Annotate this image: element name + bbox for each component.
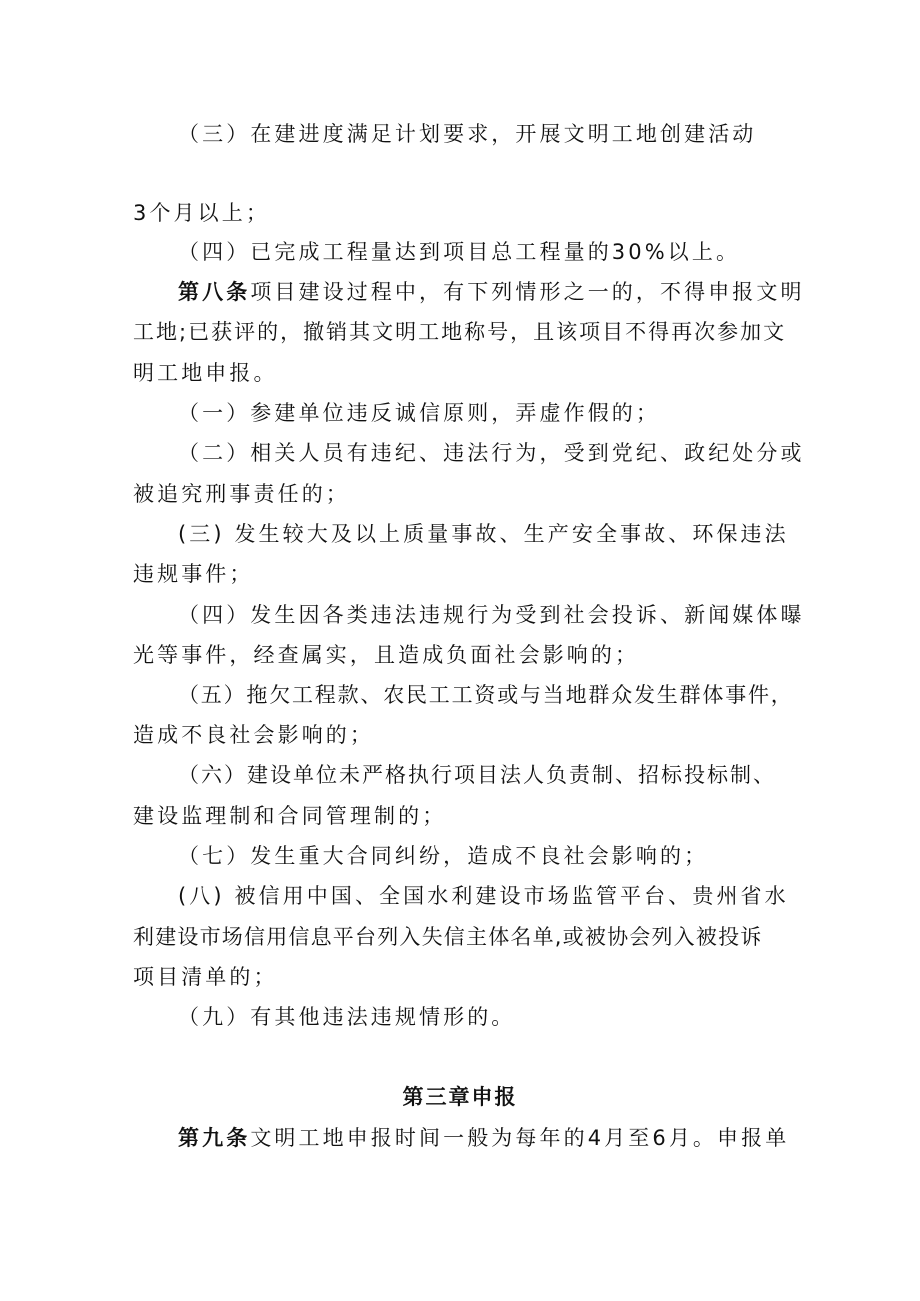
article-9-label: 第九条 (178, 1126, 251, 1150)
paragraph-line: (八) 被信用中国、全国水利建设市场监管平台、贵州省水 (178, 884, 789, 908)
paragraph-text: 文明工地申报时间一般为每年的4月至6月。申报单 (250, 1126, 790, 1150)
paragraph-line: （五）拖欠工程款、农民工工资或与当地群众发生群体事件， (178, 683, 794, 707)
paragraph-line: 造成不良社会影响的； (133, 723, 374, 747)
paragraph-line: 3个月以上； (133, 201, 270, 225)
article-9-first-line (178, 1123, 789, 1153)
paragraph-line: （二）相关人员有违纪、违法行为，受到党纪、政纪处分或 (178, 441, 805, 465)
article-8-first-line (178, 277, 805, 307)
paragraph-line: （三）在建进度满足计划要求，开展文明工地创建活动 (178, 122, 757, 146)
paragraph-text: 项目建设过程中，有下列情形之一的，不得申报文明 (250, 280, 805, 304)
paragraph-line: 被追究刑事责任的； (133, 482, 350, 506)
paragraph-line: 项目清单的； (133, 965, 278, 989)
paragraph-line: （七）发生重大合同纠纷，造成不良社会影响的； (178, 844, 709, 868)
paragraph-line: （一）参建单位违反诚信原则，弄虚作假的； (178, 401, 660, 425)
paragraph-line: （四）已完成工程量达到项目总工程量的30%以上。 (178, 240, 741, 264)
chapter-heading: 第三章申报 (402, 1085, 518, 1109)
paragraph-line: （六）建设单位未严格执行项目法人负责制、招标投标制、 (178, 763, 776, 787)
paragraph-line: 工地;已获评的，撤销其文明工地称号，且该项目不得再次参加文 (133, 320, 787, 344)
paragraph-line: 利建设市场信用信息平台列入失信主体名单,或被协会列入被投诉 (133, 925, 763, 949)
paragraph-line: 违规事件； (133, 562, 254, 586)
paragraph-line: (三) 发生较大及以上质量事故、生产安全事故、环保违法 (178, 522, 789, 546)
paragraph-line: 明工地申报。 (133, 361, 278, 385)
paragraph-line: 建设监理制和合同管理制的； (133, 804, 447, 828)
paragraph-line: （四）发生因各类违法违规行为受到社会投诉、新闻媒体曝 (178, 603, 805, 627)
article-8-label: 第八条 (178, 280, 251, 304)
paragraph-line: （九）有其他违法违规情形的。 (178, 1005, 516, 1029)
paragraph-line: 光等事件，经查属实，且造成负面社会影响的； (133, 643, 640, 667)
